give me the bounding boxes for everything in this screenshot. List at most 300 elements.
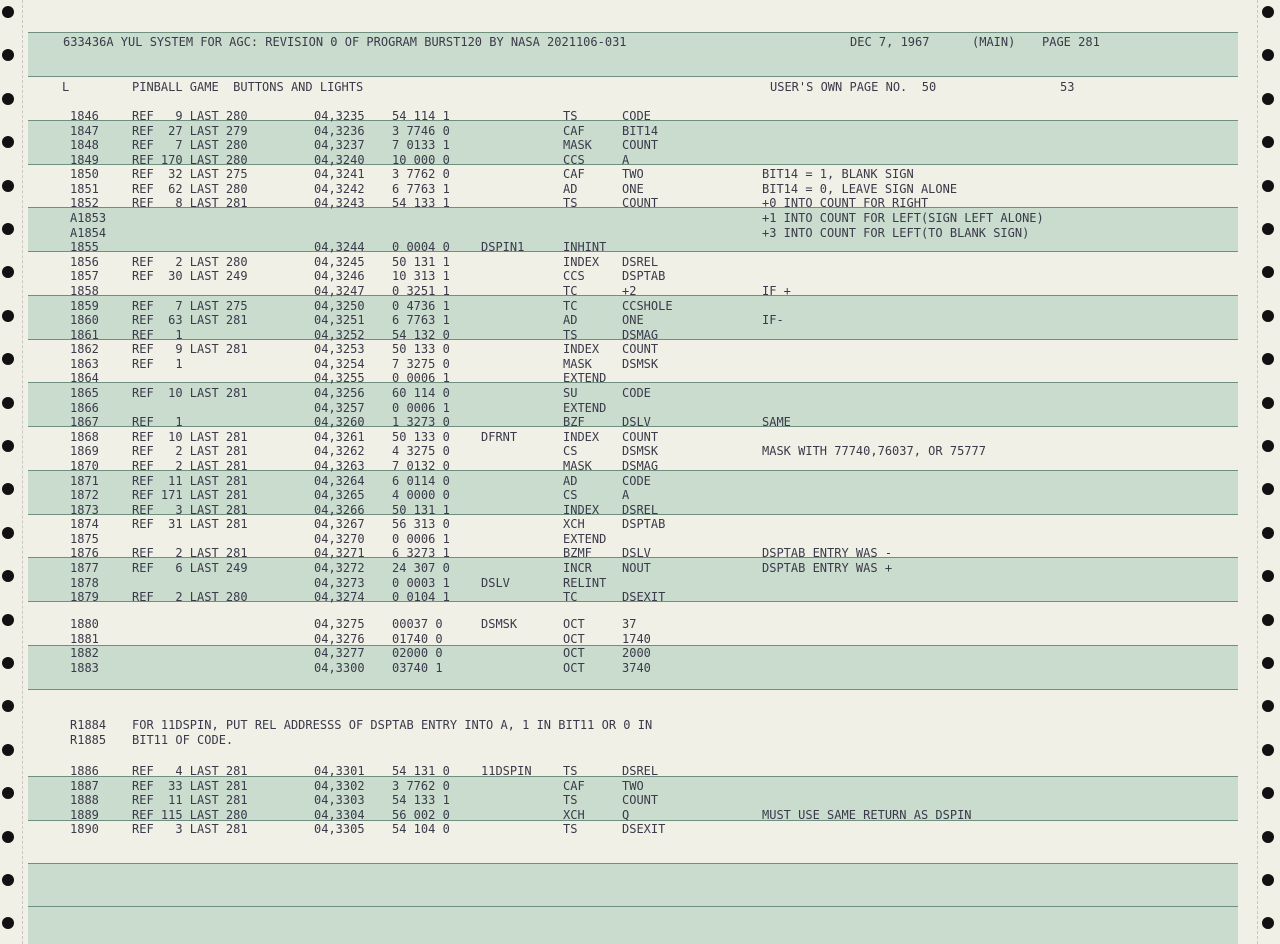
label: DFRNT <box>481 429 518 444</box>
address: 04,3264 <box>314 473 365 488</box>
opcode: TC <box>563 590 578 605</box>
comment: MASK WITH 77740,76037, OR 75777 <box>762 444 986 459</box>
address: 04,3262 <box>314 444 365 459</box>
operand: DSLV <box>622 415 651 430</box>
comment: +0 INTO COUNT FOR RIGHT <box>762 196 929 211</box>
operand: ONE <box>622 181 644 196</box>
header-section: (MAIN) <box>972 35 1016 49</box>
opcode: AD <box>563 181 578 196</box>
opcode: CS <box>563 488 578 503</box>
opcode: TS <box>563 196 578 211</box>
octal-code: 60 114 0 <box>392 386 450 401</box>
line-number: 1889 <box>70 807 99 822</box>
page-header <box>0 35 1280 49</box>
operand: TWO <box>622 778 644 793</box>
line-number: 1860 <box>70 313 99 328</box>
reference: REF 62 LAST 280 <box>132 181 248 196</box>
octal-code: 54 133 1 <box>392 793 450 808</box>
label: DSMSK <box>481 617 518 631</box>
octal-code: 56 002 0 <box>392 807 450 822</box>
line-number: 1848 <box>70 138 99 153</box>
greenbar-band <box>28 863 1238 907</box>
comment: MUST USE SAME RETURN AS DSPIN <box>762 807 972 822</box>
opcode: AD <box>563 313 578 328</box>
operand: 37 <box>622 617 637 631</box>
address: 04,3277 <box>314 646 365 660</box>
reference: REF 10 LAST 281 <box>132 429 248 444</box>
listing-line <box>0 415 1280 429</box>
reference: REF 9 LAST 281 <box>132 342 248 357</box>
reference: REF 2 LAST 281 <box>132 444 248 459</box>
users-page-number: USER'S OWN PAGE NO. 50 <box>770 80 937 94</box>
operand: +2 <box>622 283 637 298</box>
address: 04,3272 <box>314 560 365 575</box>
listing-line <box>0 357 1280 371</box>
opcode: XCH <box>563 807 585 822</box>
reference: REF 1 <box>132 415 183 430</box>
listing-line <box>0 661 1280 675</box>
opcode: INDEX <box>563 342 600 357</box>
opcode: RELINT <box>563 575 607 590</box>
address: 04,3246 <box>314 269 365 284</box>
band-rule <box>28 689 1238 690</box>
opcode: CCS <box>563 269 585 284</box>
line-number: 1850 <box>70 167 99 182</box>
listing-line <box>0 779 1280 793</box>
line-number: 1872 <box>70 488 99 503</box>
operand: DSMAG <box>622 327 659 342</box>
listing-line <box>0 109 1280 123</box>
listing-line <box>0 503 1280 517</box>
octal-code: 0 0006 1 <box>392 371 450 386</box>
address: 04,3254 <box>314 356 365 371</box>
tractor-hole <box>1262 874 1274 886</box>
opcode: XCH <box>563 517 585 532</box>
octal-code: 24 307 0 <box>392 560 450 575</box>
opcode: TS <box>563 327 578 342</box>
octal-code: 6 3273 1 <box>392 546 450 561</box>
tractor-hole <box>2 917 14 929</box>
header-title: 633436A YUL SYSTEM FOR AGC: REVISION 0 OF PROGRAM BURST120 BY NASA 2021106-031 <box>63 35 627 49</box>
operand: COUNT <box>622 793 659 808</box>
listing-line <box>0 153 1280 167</box>
address: 04,3304 <box>314 807 365 822</box>
line-number: 1875 <box>70 531 99 546</box>
address: 04,3236 <box>314 123 365 138</box>
line-number: 1862 <box>70 342 99 357</box>
reference: REF 1 <box>132 327 183 342</box>
address: 04,3274 <box>314 590 365 605</box>
comment: +3 INTO COUNT FOR LEFT(TO BLANK SIGN) <box>762 225 1030 240</box>
line-number: 1866 <box>70 400 99 415</box>
listing-line <box>0 517 1280 531</box>
address: 04,3240 <box>314 152 365 167</box>
opcode: BZMF <box>563 546 592 561</box>
operand: Q <box>622 807 630 822</box>
opcode: CAF <box>563 778 585 793</box>
listing-line <box>0 459 1280 473</box>
address: 04,3265 <box>314 488 365 503</box>
line-number: 1851 <box>70 181 99 196</box>
octal-code: 50 133 0 <box>392 429 450 444</box>
reference: REF 2 LAST 280 <box>132 254 248 269</box>
operand: DSMAG <box>622 458 659 473</box>
address: 04,3302 <box>314 778 365 793</box>
address: 04,3303 <box>314 793 365 808</box>
comment: IF + <box>762 283 791 298</box>
reference: REF 30 LAST 249 <box>132 269 248 284</box>
opcode: OCT <box>563 660 585 675</box>
opcode: MASK <box>563 138 592 153</box>
address: 04,3273 <box>314 575 365 590</box>
address: 04,3244 <box>314 240 365 255</box>
opcode: TC <box>563 283 578 298</box>
line-number: 1871 <box>70 473 99 488</box>
octal-code: 03740 1 <box>392 660 443 675</box>
operand: DSEXIT <box>622 590 666 605</box>
octal-code: 50 133 0 <box>392 342 450 357</box>
comment: SAME <box>762 415 791 430</box>
greenbar-band <box>28 906 1238 944</box>
reference: REF 33 LAST 281 <box>132 778 248 793</box>
line-number: 1869 <box>70 444 99 459</box>
log-section-title: PINBALL GAME BUTTONS AND LIGHTS <box>132 80 364 94</box>
listing-line <box>0 371 1280 385</box>
tractor-hole <box>2 874 14 886</box>
listing-line <box>0 546 1280 560</box>
reference: REF 10 LAST 281 <box>132 386 248 401</box>
octal-code: 4 3275 0 <box>392 444 450 459</box>
operand: DSPTAB <box>622 517 666 532</box>
operand: CODE <box>622 109 651 123</box>
line-number: 1878 <box>70 575 99 590</box>
reference: REF 63 LAST 281 <box>132 313 248 328</box>
opcode: TS <box>563 764 578 778</box>
listing-line <box>0 138 1280 152</box>
operand: DSLV <box>622 546 651 561</box>
listing-line <box>0 313 1280 327</box>
address: 04,3252 <box>314 327 365 342</box>
octal-code: 54 114 1 <box>392 109 450 123</box>
band-rule <box>28 32 1238 33</box>
opcode: OCT <box>563 617 585 631</box>
listing-line <box>0 196 1280 210</box>
line-number: 1888 <box>70 793 99 808</box>
reference: BIT11 OF CODE. <box>132 733 234 747</box>
listing-line <box>0 401 1280 415</box>
reference: REF 7 LAST 280 <box>132 138 248 153</box>
address: 04,3276 <box>314 631 365 646</box>
reference: REF 32 LAST 275 <box>132 167 248 182</box>
address: 04,3305 <box>314 822 365 837</box>
listing-line <box>0 255 1280 269</box>
line-number: 1876 <box>70 546 99 561</box>
line-number: 1858 <box>70 283 99 298</box>
address: 04,3301 <box>314 764 365 778</box>
listing-line <box>0 632 1280 646</box>
reference: REF 2 LAST 280 <box>132 590 248 605</box>
comment: DSPTAB ENTRY WAS - <box>762 546 893 561</box>
operand: DSREL <box>622 764 659 778</box>
operand: DSMSK <box>622 356 659 371</box>
listing-line <box>0 474 1280 488</box>
operand: CODE <box>622 473 651 488</box>
operand: COUNT <box>622 138 659 153</box>
address: 04,3237 <box>314 138 365 153</box>
octal-code: 0 3251 1 <box>392 283 450 298</box>
line-number: 1882 <box>70 646 99 660</box>
opcode: TS <box>563 109 578 123</box>
reference: REF 7 LAST 275 <box>132 298 248 313</box>
octal-code: 3 7762 0 <box>392 167 450 182</box>
address: 04,3260 <box>314 415 365 430</box>
listing-line <box>0 532 1280 546</box>
octal-code: 0 0006 1 <box>392 400 450 415</box>
line-number: 1863 <box>70 356 99 371</box>
line-number: 1880 <box>70 617 99 631</box>
operand: CODE <box>622 386 651 401</box>
opcode: CS <box>563 444 578 459</box>
line-number: 1890 <box>70 822 99 837</box>
listing-line <box>0 718 1280 732</box>
reference: REF 6 LAST 249 <box>132 560 248 575</box>
address: 04,3275 <box>314 617 365 631</box>
address: 04,3266 <box>314 502 365 517</box>
operand: 1740 <box>622 631 651 646</box>
tractor-hole <box>1262 917 1274 929</box>
address: 04,3256 <box>314 386 365 401</box>
listing-line <box>0 733 1280 747</box>
page-code: 53 <box>1060 80 1075 94</box>
operand: ONE <box>622 313 644 328</box>
address: 04,3267 <box>314 517 365 532</box>
line-number: 1852 <box>70 196 99 211</box>
header-page: PAGE 281 <box>1042 35 1100 49</box>
line-number: 1883 <box>70 660 99 675</box>
octal-code: 0 0004 0 <box>392 240 450 255</box>
octal-code: 54 131 0 <box>392 764 450 778</box>
address: 04,3257 <box>314 400 365 415</box>
opcode: OCT <box>563 646 585 660</box>
operand: BIT14 <box>622 123 659 138</box>
opcode: TS <box>563 793 578 808</box>
operand: TWO <box>622 167 644 182</box>
octal-code: 50 131 1 <box>392 254 450 269</box>
opcode: INCR <box>563 560 592 575</box>
octal-code: 1 3273 0 <box>392 415 450 430</box>
octal-code: 01740 0 <box>392 631 443 646</box>
address: 04,3255 <box>314 371 365 386</box>
reference: REF 2 LAST 281 <box>132 458 248 473</box>
listing-line <box>0 386 1280 400</box>
opcode: MASK <box>563 458 592 473</box>
octal-code: 10 000 0 <box>392 152 450 167</box>
operand: A <box>622 152 630 167</box>
operand: DSMSK <box>622 444 659 459</box>
octal-code: 0 4736 1 <box>392 298 450 313</box>
octal-code: 6 0114 0 <box>392 473 450 488</box>
reference: REF 115 LAST 280 <box>132 807 248 822</box>
line-number: A1853 <box>70 211 107 226</box>
tractor-hole <box>1262 700 1274 712</box>
address: 04,3263 <box>314 458 365 473</box>
address: 04,3242 <box>314 181 365 196</box>
reference: REF 31 LAST 281 <box>132 517 248 532</box>
band-rule <box>28 863 1238 864</box>
listing-line <box>0 342 1280 356</box>
listing-line <box>0 793 1280 807</box>
listing-line <box>0 226 1280 240</box>
reference: REF 9 LAST 280 <box>132 109 248 123</box>
opcode: TS <box>563 822 578 837</box>
reference: FOR 11DSPIN, PUT REL ADDRESSS OF DSPTAB ENTRY INTO A, 1 IN BIT11 OR 0 IN <box>132 718 653 732</box>
line-number: 1855 <box>70 240 99 255</box>
octal-code: 6 7763 1 <box>392 181 450 196</box>
comment: BIT14 = 1, BLANK SIGN <box>762 167 914 182</box>
line-number: 1849 <box>70 152 99 167</box>
operand: DSEXIT <box>622 822 666 837</box>
octal-code: 00037 0 <box>392 617 443 631</box>
operand: DSREL <box>622 254 659 269</box>
octal-code: 3 7746 0 <box>392 123 450 138</box>
octal-code: 50 131 1 <box>392 502 450 517</box>
listing-line <box>0 284 1280 298</box>
opcode: EXTEND <box>563 400 607 415</box>
operand: NOUT <box>622 560 651 575</box>
address: 04,3243 <box>314 196 365 211</box>
line-number: 1865 <box>70 386 99 401</box>
operand: 3740 <box>622 660 651 675</box>
listing-line <box>0 167 1280 181</box>
page-subheader <box>0 80 1280 94</box>
opcode: TC <box>563 298 578 313</box>
opcode: INDEX <box>563 502 600 517</box>
listing-line <box>0 269 1280 283</box>
address: 04,3251 <box>314 313 365 328</box>
line-number: R1884 <box>70 718 107 732</box>
reference: REF 11 LAST 281 <box>132 473 248 488</box>
line-number: 1861 <box>70 327 99 342</box>
listing-line <box>0 240 1280 254</box>
line-number: 1873 <box>70 502 99 517</box>
octal-code: 3 7762 0 <box>392 778 450 793</box>
opcode: CCS <box>563 152 585 167</box>
opcode: SU <box>563 386 578 401</box>
line-number: A1854 <box>70 225 107 240</box>
header-date: DEC 7, 1967 <box>850 35 930 49</box>
opcode: MASK <box>563 356 592 371</box>
listing-line <box>0 430 1280 444</box>
listing-line <box>0 561 1280 575</box>
log-marker: L <box>62 80 70 94</box>
tractor-hole <box>2 700 14 712</box>
operand: A <box>622 488 630 503</box>
reference: REF 170 LAST 280 <box>132 152 248 167</box>
listing-line <box>0 590 1280 604</box>
listing-line <box>0 328 1280 342</box>
listing-line <box>0 444 1280 458</box>
octal-code: 54 132 0 <box>392 327 450 342</box>
operand: DSPTAB <box>622 269 666 284</box>
octal-code: 4 0000 0 <box>392 488 450 503</box>
line-number: 1847 <box>70 123 99 138</box>
opcode: AD <box>563 473 578 488</box>
opcode: CAF <box>563 123 585 138</box>
address: 04,3250 <box>314 298 365 313</box>
octal-code: 54 133 1 <box>392 196 450 211</box>
band-rule <box>28 76 1238 77</box>
reference: REF 3 LAST 281 <box>132 502 248 517</box>
listing-line <box>0 488 1280 502</box>
reference: REF 2 LAST 281 <box>132 546 248 561</box>
octal-code: 10 313 1 <box>392 269 450 284</box>
octal-code: 0 0006 1 <box>392 531 450 546</box>
opcode: EXTEND <box>563 531 607 546</box>
octal-code: 54 104 0 <box>392 822 450 837</box>
line-number: 1870 <box>70 458 99 473</box>
operand: CCSHOLE <box>622 298 673 313</box>
listing-line <box>0 124 1280 138</box>
address: 04,3235 <box>314 109 365 123</box>
tractor-hole <box>2 6 14 18</box>
operand: 2000 <box>622 646 651 660</box>
octal-code: 56 313 0 <box>392 517 450 532</box>
listing-line <box>0 617 1280 631</box>
band-rule <box>28 906 1238 907</box>
reference: REF 11 LAST 281 <box>132 793 248 808</box>
operand: COUNT <box>622 429 659 444</box>
tractor-hole <box>1262 6 1274 18</box>
reference: REF 171 LAST 281 <box>132 488 248 503</box>
tractor-hole <box>1262 49 1274 61</box>
line-number: 1887 <box>70 778 99 793</box>
address: 04,3270 <box>314 531 365 546</box>
line-number: 1874 <box>70 517 99 532</box>
address: 04,3241 <box>314 167 365 182</box>
listing-line <box>0 646 1280 660</box>
line-number: 1868 <box>70 429 99 444</box>
operand: DSREL <box>622 502 659 517</box>
comment: DSPTAB ENTRY WAS + <box>762 560 893 575</box>
line-number: 1881 <box>70 631 99 646</box>
octal-code: 7 0132 0 <box>392 458 450 473</box>
reference: REF 1 <box>132 356 183 371</box>
octal-code: 0 0104 1 <box>392 590 450 605</box>
listing-line <box>0 808 1280 822</box>
line-number: 1864 <box>70 371 99 386</box>
reference: REF 4 LAST 281 <box>132 764 248 778</box>
line-number: 1877 <box>70 560 99 575</box>
listing-line <box>0 182 1280 196</box>
line-number: 1856 <box>70 254 99 269</box>
address: 04,3271 <box>314 546 365 561</box>
line-number: 1857 <box>70 269 99 284</box>
listing-line <box>0 576 1280 590</box>
opcode: INDEX <box>563 254 600 269</box>
octal-code: 7 0133 1 <box>392 138 450 153</box>
line-number: R1885 <box>70 733 107 747</box>
opcode: OCT <box>563 631 585 646</box>
comment: +1 INTO COUNT FOR LEFT(SIGN LEFT ALONE) <box>762 211 1044 226</box>
label: DSPIN1 <box>481 240 525 255</box>
address: 04,3245 <box>314 254 365 269</box>
line-number: 1859 <box>70 298 99 313</box>
address: 04,3247 <box>314 283 365 298</box>
address: 04,3300 <box>314 660 365 675</box>
listing-line <box>0 299 1280 313</box>
tractor-hole <box>1262 93 1274 105</box>
line-number: 1886 <box>70 764 99 778</box>
